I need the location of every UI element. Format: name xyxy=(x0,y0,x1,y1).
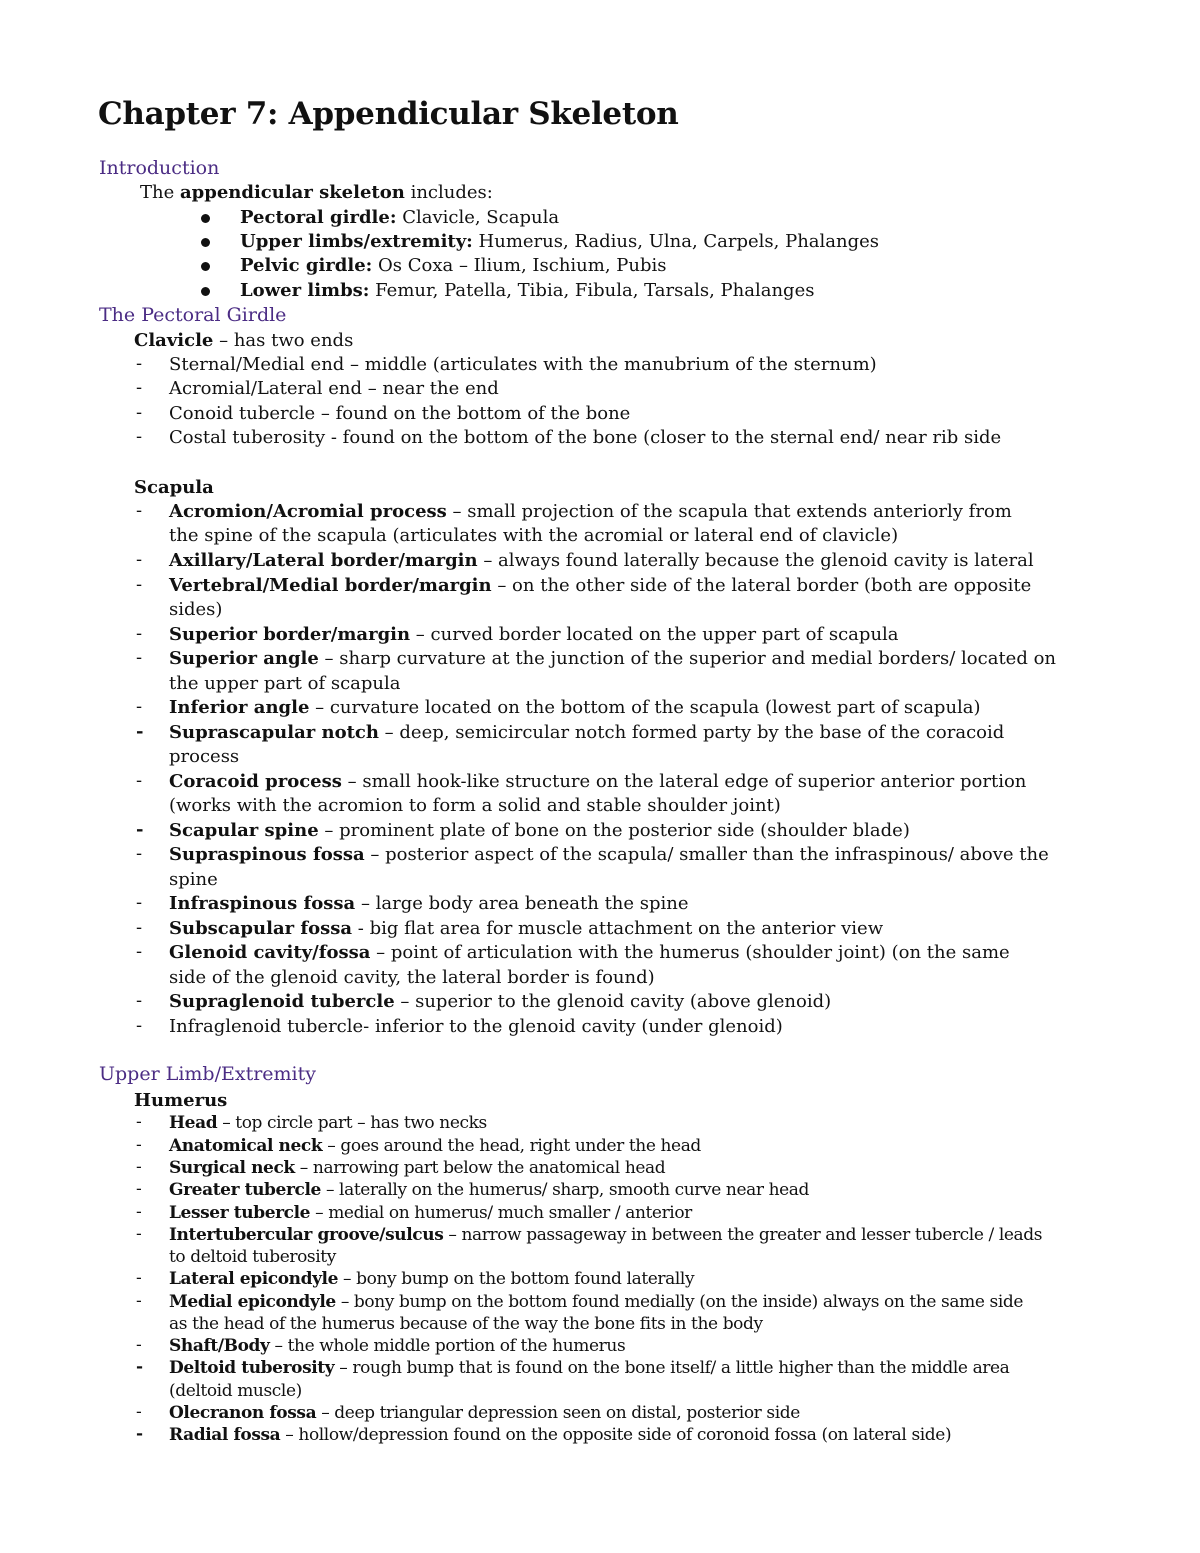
dash-marker: - xyxy=(136,402,143,423)
intro-item: Lower limbs: Femur, Patella, Tibia, Fibula, Tarsals, Phalanges xyxy=(240,280,815,301)
bullet-icon xyxy=(201,262,210,271)
dash-marker: - xyxy=(136,843,143,864)
dash-marker: - xyxy=(136,892,143,913)
list-item: Costal tuberosity - found on the bottom of the bone (closer to the sternal end/ near rib side xyxy=(169,427,1002,448)
intro-item: Pectoral girdle: Clavicle, Scapula xyxy=(240,207,560,228)
bullet-icon xyxy=(201,287,210,296)
list-item: Lesser tubercle – medial on humerus/ much smaller / anterior xyxy=(169,1203,692,1223)
dash-marker: - xyxy=(136,819,144,840)
dash-marker: - xyxy=(136,1291,142,1311)
list-item: Glenoid cavity/fossa – point of articulation with the humerus (shoulder joint) (on the same xyxy=(169,942,1010,963)
list-item: Greater tubercle – laterally on the humerus/ sharp, smooth curve near head xyxy=(169,1180,809,1200)
page-title: Chapter 7: Appendicular Skeleton xyxy=(98,96,679,132)
list-item: Scapular spine – prominent plate of bone on the posterior side (shoulder blade) xyxy=(169,820,910,841)
list-item: Superior angle – sharp curvature at the junction of the superior and medial borders/ located on xyxy=(169,648,1057,669)
list-item: Subscapular fossa - big flat area for muscle attachment on the anterior view xyxy=(169,918,884,939)
dash-marker: - xyxy=(136,549,143,570)
dash-marker: - xyxy=(136,1224,142,1244)
dash-marker: - xyxy=(136,623,143,644)
dash-marker: - xyxy=(136,1112,142,1132)
list-item: Vertebral/Medial border/margin – on the other side of the lateral border (both are opposite xyxy=(169,575,1032,596)
dash-marker: - xyxy=(136,1268,142,1288)
list-item: Suprascapular notch – deep, semicircular notch formed party by the base of the coracoid xyxy=(169,722,1005,743)
dash-marker: - xyxy=(136,1202,142,1222)
list-item: Intertubercular groove/sulcus – narrow passageway in between the greater and lesser tubercle / leads xyxy=(169,1225,1043,1245)
dash-marker: - xyxy=(136,770,143,791)
intro-lead: The appendicular skeleton includes: xyxy=(140,182,493,203)
list-item: Infraglenoid tubercle- inferior to the glenoid cavity (under glenoid) xyxy=(169,1016,783,1037)
list-item: Supraglenoid tubercle – superior to the glenoid cavity (above glenoid) xyxy=(169,991,832,1012)
list-item-continuation: the spine of the scapula (articulates with the acromial or lateral end of clavicle) xyxy=(169,525,899,546)
list-item: Acromion/Acromial process – small projection of the scapula that extends anteriorly from xyxy=(169,501,1012,522)
list-item: Inferior angle – curvature located on the bottom of the scapula (lowest part of scapula) xyxy=(169,697,981,718)
list-item-continuation: spine xyxy=(169,869,218,890)
intro-item: Pelvic girdle: Os Coxa – Ilium, Ischium, Pubis xyxy=(240,255,667,276)
dash-marker: - xyxy=(136,917,143,938)
list-item: Olecranon fossa – deep triangular depression seen on distal, posterior side xyxy=(169,1403,800,1423)
dash-marker: - xyxy=(136,721,144,742)
dash-marker: - xyxy=(136,1179,142,1199)
list-item: Supraspinous fossa – posterior aspect of the scapula/ smaller than the infraspinous/ above the xyxy=(169,844,1049,865)
list-item: Acromial/Lateral end – near the end xyxy=(169,378,499,399)
list-item-continuation: sides) xyxy=(169,599,223,620)
dash-marker: - xyxy=(136,1135,142,1155)
dash-marker: - xyxy=(136,1015,143,1036)
list-item: Coracoid process – small hook-like structure on the lateral edge of superior anterior portion xyxy=(169,771,1027,792)
list-item-continuation: as the head of the humerus because of the way the bone fits in the body xyxy=(169,1314,763,1334)
dash-marker: - xyxy=(136,941,143,962)
list-item: Infraspinous fossa – large body area beneath the spine xyxy=(169,893,689,914)
dash-marker: - xyxy=(136,377,143,398)
list-item: Radial fossa – hollow/depression found on the opposite side of coronoid fossa (on lateral side) xyxy=(169,1425,952,1445)
section-heading-upper-limb: Upper Limb/Extremity xyxy=(99,1063,316,1085)
list-item-continuation: (works with the acromion to form a solid and stable shoulder joint) xyxy=(169,795,781,816)
list-item: Medial epicondyle – bony bump on the bottom found medially (on the inside) always on the same side xyxy=(169,1292,1024,1312)
list-item-continuation: (deltoid muscle) xyxy=(169,1381,302,1401)
dash-marker: - xyxy=(136,1157,142,1177)
scapula-heading: Scapula xyxy=(134,477,214,498)
list-item: Conoid tubercle – found on the bottom of the bone xyxy=(169,403,631,424)
list-item-continuation: the upper part of scapula xyxy=(169,673,401,694)
list-item-continuation: side of the glenoid cavity, the lateral border is found) xyxy=(169,967,655,988)
bullet-icon xyxy=(201,238,210,247)
list-item-continuation: to deltoid tuberosity xyxy=(169,1247,336,1267)
dash-marker: - xyxy=(136,1424,144,1444)
list-item: Superior border/margin – curved border located on the upper part of scapula xyxy=(169,624,899,645)
list-item-continuation: process xyxy=(169,746,240,767)
dash-marker: - xyxy=(136,990,143,1011)
dash-marker: - xyxy=(136,574,143,595)
list-item: Surgical neck – narrowing part below the anatomical head xyxy=(169,1158,666,1178)
section-heading-pectoral-girdle: The Pectoral Girdle xyxy=(99,304,287,326)
list-item: Anatomical neck – goes around the head, right under the head xyxy=(169,1136,701,1156)
section-heading-introduction: Introduction xyxy=(99,157,220,179)
dash-marker: - xyxy=(136,647,143,668)
list-item: Deltoid tuberosity – rough bump that is found on the bone itself/ a little higher than the middle area xyxy=(169,1358,1010,1378)
intro-item: Upper limbs/extremity: Humerus, Radius, Ulna, Carpels, Phalanges xyxy=(240,231,880,252)
list-item: Axillary/Lateral border/margin – always found laterally because the glenoid cavity is lateral xyxy=(169,550,1034,571)
dash-marker: - xyxy=(136,1357,144,1377)
humerus-heading: Humerus xyxy=(134,1090,228,1111)
dash-marker: - xyxy=(136,1335,142,1355)
dash-marker: - xyxy=(136,500,143,521)
clavicle-heading: Clavicle – has two ends xyxy=(134,330,354,351)
list-item: Lateral epicondyle – bony bump on the bottom found laterally xyxy=(169,1269,695,1289)
list-item: Sternal/Medial end – middle (articulates with the manubrium of the sternum) xyxy=(169,354,877,375)
dash-marker: - xyxy=(136,696,143,717)
list-item: Head – top circle part – has two necks xyxy=(169,1113,487,1133)
bullet-icon xyxy=(201,214,210,223)
list-item: Shaft/Body – the whole middle portion of the humerus xyxy=(169,1336,626,1356)
dash-marker: - xyxy=(136,426,143,447)
dash-marker: - xyxy=(136,1402,142,1422)
dash-marker: - xyxy=(136,353,143,374)
